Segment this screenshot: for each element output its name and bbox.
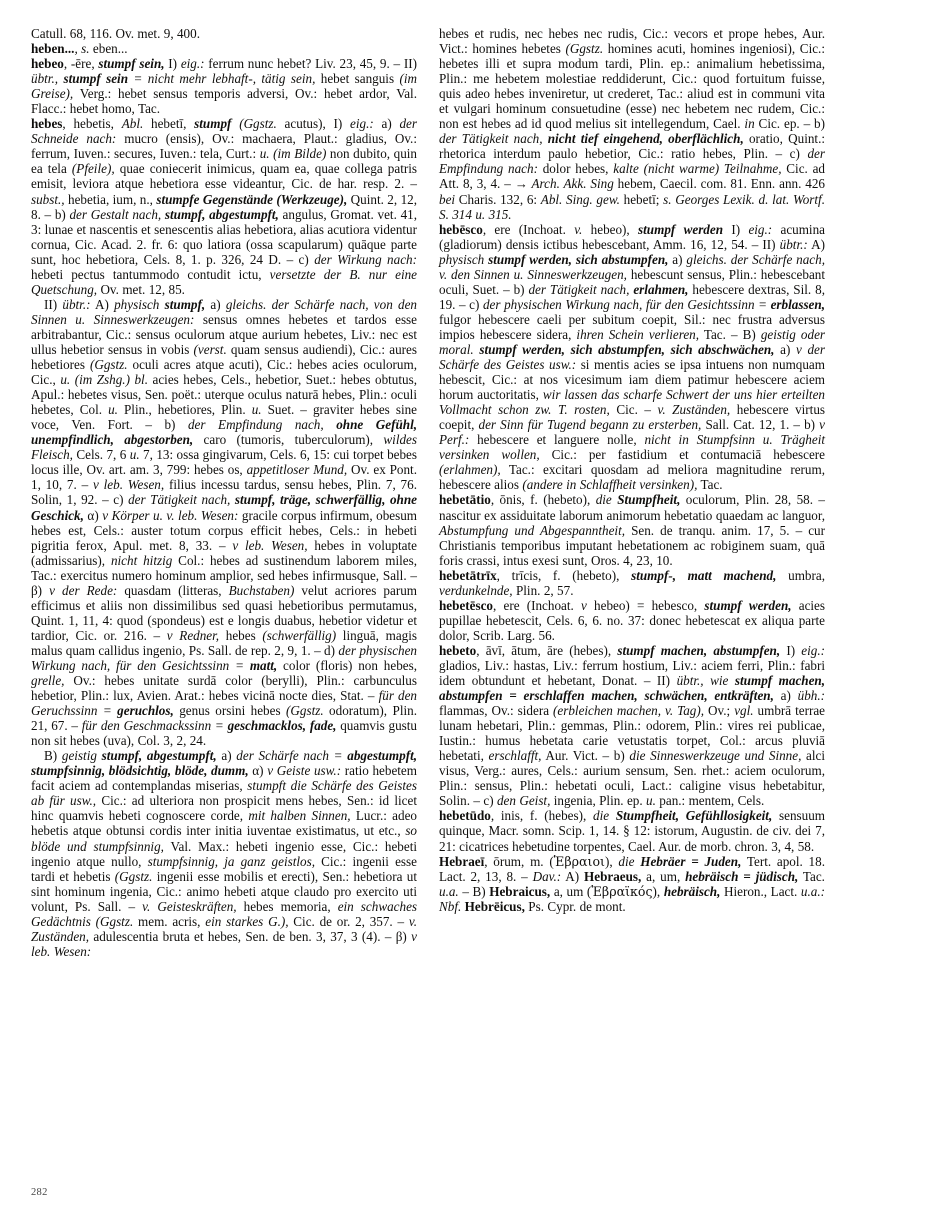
headword-hebetatio: hebetātio [439,492,491,508]
headword-hebetudo: hebetūdo [439,808,491,824]
entry-body-hebetatrix: , trīcis, f. (hebeto), stumpf-, matt machend, umbra, verdunkelnde, Plin. 2, 57. [439,567,825,598]
entry-hebetesco [439,598,825,643]
entry-hebetudo [439,808,825,853]
headword-hebeo: hebeo [31,56,64,72]
headword-hebraei: Hebraeī [439,853,485,869]
entry-body-hebesco: , ere (Inchoat. v. hebeo), stumpf werden I) eig.: acumina (gladiorum) densis ictibus hebescebant, Amm. 16, 12, 54. – II) übtr.: A) physisch stumpf werden, sich abstumpfen, a) gleichs. der Schärfe nach, v. den Sinnen u. Sinneswerkzeugen, hebescunt sensus, Plin.: hebescebant oculi, Suet. – b) der Tätigkeit nach, erlahmen, hebescere dextras, Sil. 8, 19. – c) der physischen Wirkung nach, für den Gesichtssinn = erblassen, fulgor hebescere caeli per subitum coepit, Sil.: nec frustra adversus impios hebescere sidera, ihren Schein verlieren, Tac. – B) geistig oder moral. stumpf werden, sich abstumpfen, sich abschwächen, a) v der Schärfe des Geistes usw.: si mentis acies se ipsa intuens non numquam hebescit, Cic.: at nos vicesimum iam diem patimur hebescere aciem horum auctoritatis, wir lassen das scharfe Schwert der uns hier erteilten Vollmacht schon zw. T. rosten, Cic. – v. Zuständen, hebescere virtus coepit, der Sinn für Tugend begann zu ersterben, Sall. Cat. 12, 1. – b) v Perf.: hebescere et languere nolle, nicht in Stumpfsinn u. Trägheit versinken wollen, Cic.: per fastidium et contumaciā hebescere (erlahmen), Tac.: excitari quosdam ad meliora magnitudine rerum, hebescere alios (andere in Schlaffheit versinken), Tac. [439,221,826,493]
headword-hebetatrix: hebetātrīx [439,567,497,583]
paragraph-hebes-B [31,748,417,959]
entry-hebetatio [439,492,825,567]
entry-body-heben: , s. eben... [74,41,128,57]
page-number: 282 [31,1187,48,1198]
continuation-body-hebes: hebes et rudis, nec hebes nec rudis, Cic.: vecors et prope hebes, Aur. Vict.: homines hebetes (Ggstz. homines acuti, homines ingeniosi), Cic.: hebetes illi et supra modum tardi, Plin. ep.: animalium hebetissima, Plin.: me hebetem molestiae reddiderunt, Cic.: quod fortuitum fuisse, quis adeo hebes inveniretur, ut crederet, Tac.: aliud est in communi vita et vulgari hominum consuetudine (esse) nec hebetem nec rudem, Cic.: non est hebes ad id quod melius sit intellegendum, Cael. in Cic. ep. – b) der Tätigkeit nach, nicht tief eingehend, oberflächlich, oratio, Quint.: rhetorica interdum paulo hebetior, Cic.: ratio hebes, Plin. – c) der Empfindung nach: dolor hebes, kalte (nicht warme) Teilnahme, Cic. ad Att. 8, 3, 4. – → Arch. Akk. Sing hebem, Caecil. com. 81. Enn. ann. 426 bei Charis. 132, 6: Abl. Sing. gew. hebetī; s. Georges Lexik. d. lat. Wortf. S. 314 u. 315. [439,26,826,222]
entry-body-hebraei: , ōrum, m. (Ἑβραιοι), die Hebräer = Juden, Tert. apol. 18. Lact. 2, 13, 8. – Dav.: A) Hebraeus, a, um, hebräisch = jüdisch, Tac. u.a. – B) Hebraicus, a, um (Ἑβραϊκός), hebräisch, Hieron., Lact. u.a.: Nbf. Hebrēicus, Ps. Cypr. de mont. [439,853,825,914]
entry-body-hebeto: , āvī, ātum, āre (hebes), stumpf machen, abstumpfen, I) eig.: gladios, Liv.: hastas, Liv.: ferrum hostium, Liv.: aciem ferri, Plin.: fabri idem obtundunt et hebetant, Donat. – II) übtr., wie stumpf machen, abstumpfen = erschlaffen machen, schwächen, entkräften, a) übh.: flammas, Ov.: sidera (erbleichen machen, v. Tag), Ov.; vgl. umbrā terrae lunam hebetari, Plin.: gemmas, Plin.: odorem, Plin.: vires rei publicae, Iustin.: humus hebetata carie vetustatis torpet, Col.: arcus pluviā hebetati, erschlafft, Aur. Vict. – b) die Sinneswerkzeuge und Sinne, alci visus, Verg.: aures, Cels.: aurium sensum, Sen. rhet.: aciem oculorum, Plin.: sensus, Plin.: hebetati oculi, Lact.: caligine visus hebetabitur, Solin. – c) den Geist, ingenia, Plin. ep. u. pan.: mentem, Cels. [439,642,826,809]
paragraph-body-hebes-II: II) übtr.: A) physisch stumpf, a) gleichs. der Schärfe nach, von den Sinnen u. Sinneswerkzeugen: sensus omnes hebetes et tardos esse arbitrabantur, Cic.: sensus oculorum atque aurium hebetes, Liv.: nec est ullus hebetior sensus in vobis (verst. quam sensus audiendi), Cic.: aures hebetiores (Ggstz. oculi acres atque acuti), Cic.: hebes acies oculorum, Cic., u. (im Zshg.) bl. acies hebes, Cels., hebetior, Suet.: hebes obtutus, Apul.: hebetes visus, Sen. poët.: uterque oculus naturā hebes, Plin.: oculi hebetes, Col. u. Plin., hebetiores, Plin. u. Suet. – graviter hebes sine voce, Ven. Fort. – b) der Empfindung nach, ohne Gefühl, unempfindlich, abgestorben, caro (tumoris, tuberculorum), wildes Fleisch, Cels. 7, 6 u. 7, 13: ossa gingivarum, Cels. 6, 15: cui torpet bebes locus ille, Ov. art. am. 3, 799: hebes os, appetitloser Mund, Ov. ex Pont. 1, 10, 7. – v leb. Wesen, filius incessu tardus, sensu hebes, Plin. 7, 76. Solin, 1, 92. – c) der Tätigkeit nach, stumpf, träge, schwerfällig, ohne Geschick, α) v Körper u. v. leb. Wesen: gracile corpus infirmum, obesum hebes est, Cels.: auster totum corpus efficit hebes, Cels.: in hebeti pigritia ferox, Apul. met. 8, 33. – v leb. Wesen, hebes in voluptate (admissarius), nicht hitzig Col.: hebes ad sustinendum laborem miles, Tac.: exercitus numero hominum amplior, sed hebes infirmusque, Sall. – β) v der Rede: quasdam (litteras, Buchstaben) velut acriores parum efficimus et aliis non dissimilibus sed quasi hebetioribus permutamus, Quint. 1, 11, 4: quod (spondeus) est e longis duabus, hebetior videtur et tardior, Cic. or. 216. – v Redner, hebes (schwerfällig) linguā, magis malus quam callidus ingenio, Ps. Sall. de rep. 2, 9, 1. – d) der physischen Wirkung nach, für den Gesichtssinn = matt, color (floris) non hebes, grelle, Ov.: hebes unitate surdā color (berylli), Plin.: carbunculus hebetior, Plin.: lux, Avien. Arat.: hebes vicinā nocte dies, Stat. – für den Geruchssinn = geruchlos, genus orsini hebes (Ggstz. odoratum), Plin. 21, 67. – für den Geschmackssinn = geschmacklos, fade, quamvis gustu non sit hebes (uva), Col. 3, 2, 24. [31,296,418,749]
headword-heben: heben... [31,41,75,57]
right-column [439,26,825,914]
headword-hebes: hebes [31,116,63,132]
entry-body-hebetudo: , inis, f. (hebes), die Stumpfheit, Gefühllosigkeit, sensuum quinque, Macr. somn. Scip. 1, 14. § 12: istorum, Augustin. de civ. dei 7, 21: cicatrices hebetudine torpentes, Cael. Aur. de morb. chron. 3, 4, 58. [439,808,825,854]
headword-hebetesco: hebetēsco [439,597,494,613]
paragraph-body-hebes-B: B) geistig stumpf, abgestumpft, a) der Schärfe nach = abgestumpft, stumpfsinnig, blödsichtig, blöde, dumm, α) v Geiste usw.: ratio hebetem facit aciem ad contemplandas miserias, stumpft die Schärfe des Geistes ab für usw., Cic.: ad ulteriora non prospicit mens hebes, Sen.: id licet hinc quamvis hebeti cognoscere corde, mit halben Sinnen, Lucr.: adeo hebetis atque obtunsi cordis inter initia iuventae existimatus, ut etc., so blöde und stumpfsinnig, Val. Max.: hebeti ingenio esse, Cic.: hebeti ingenio atque nullo, stumpfsinnig, ja ganz geistlos, Cic.: ingenii esse tardi et hebetis (Ggstz. ingenii esse mobilis et erecti), Sen.: hebetiora ut sint hominum ingenia, Cic.: animo hebeti atque claudo pro exercito uti volunt, Ps. Sall. – v. Geisteskräften, hebes memoria, ein schwaches Gedächtnis (Ggstz. mem. acris, ein starkes G.), Cic. de or. 2, 357. – v. Zuständen, adulescentia bruta et hebes, Sen. de ben. 3, 37, 3 (4). – β) v leb. Wesen: [31,748,418,959]
two-column-layout [31,26,899,1192]
entry-hebetatrix [439,568,825,598]
entry-hebraei [439,854,825,914]
entry-body-hebetesco: , ere (Inchoat. v hebeo) = hebesco, stumpf werden, acies pupillae hebetescit, Cels. 6, 6. no. 37: donec hebetescat ex aliqua parte dolor, Scrib. Larg. 56. [439,597,826,643]
entry-body-hebeo: , -ēre, stumpf sein, I) eig.: ferrum nunc hebet? Liv. 23, 45, 9. – II) übtr., stumpf sein = nicht mehr lebhaft-, tätig sein, hebet sanguis (im Greise), Verg.: hebet sensus temporis adversi, Ov.: hebet ardor, Val. Flacc.: hebet homo, Tac. [31,56,418,117]
continuation-text: Catull. 68, 116. Ov. met. 9, 400. [31,26,200,41]
entry-heben [31,41,417,56]
paragraph-hebes-II [31,297,417,748]
entry-hebeto [439,643,825,809]
entry-hebesco [439,222,825,493]
entry-hebeo [31,56,417,116]
entry-body-hebes: , hebetis, Abl. hebetī, stumpf (Ggstz. acutus), I) eig.: a) der Schneide nach: mucro (ensis), Ov.: machaera, Plaut.: gladius, Ov.: ferrum, Iuven.: secures, Iuven.: tela, Curt.: u. (im Bilde) non dubito, quin ea tela (Pfeile), quae coniecerit inimicus, quam ea, quae collega patris emisit, leviora atque hebetiora esse videantur, Cic. de har. resp. 2. – subst., hebetia, ium, n., stumpfe Gegenstände (Werkzeuge), Quint. 2, 12, 8. – b) der Gestalt nach, stumpf, abgestumpft, angulus, Gromat. vet. 41, 3: lunae et nascentis et senescentis alias hebetiora, alias acutiora videntur cornua, Cic. Acad. 2. fr. 6: quo latiora (ossa scapularum) quāque parte sunt, hoc hebetiora, Cels. 8, 1. p. 326, 24 D. – c) der Wirkung nach: hebeti pectus tantummodo contudit ictu, versetzte der B. nur eine Quetschung, Ov. met. 12, 85. [31,116,418,297]
left-column [31,26,417,959]
headword-hebeto: hebeto [439,642,477,658]
paragraph-catull-tail [31,26,417,41]
paragraph-hebes-continuation [439,26,825,222]
entry-hebes [31,116,417,297]
headword-hebesco: hebēsco [439,221,483,237]
entry-body-hebetatio: , ōnis, f. (hebeto), die Stumpfheit, oculorum, Plin. 28, 58. – nascitur ex assiduitate laborum animorum hebetatio quaedam ac languor, Abstumpfung und Abgespanntheit, Sen. de tranqu. anim. 17, 5. – cur Christianis temporibus imputant hebetationem ac robiginem suam, quā foris crassi, intus exesi sunt, Oros. 4, 23, 10. [439,492,825,568]
